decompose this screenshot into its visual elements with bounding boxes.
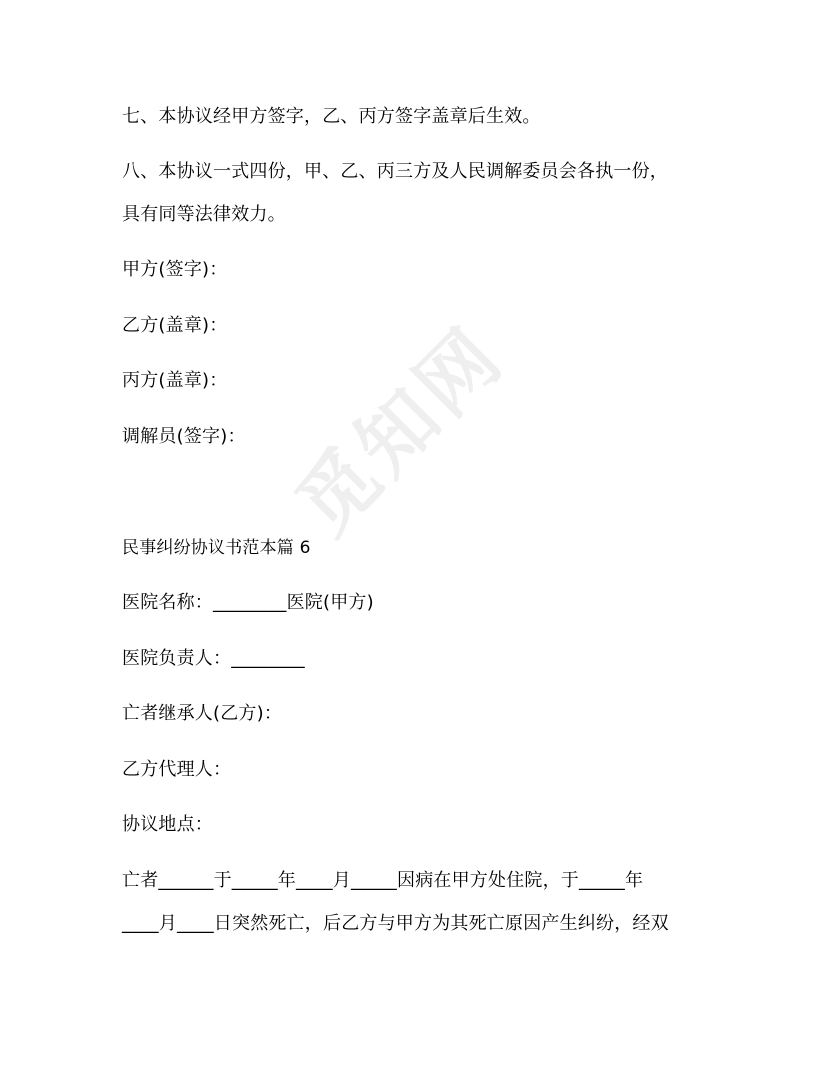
clause-eight: 八、本协议一式四份，甲、乙、丙三方及人民调解委员会各执一份， — [122, 161, 668, 182]
party-c-seal: 丙方(盖章)： — [122, 370, 228, 391]
party-a-signature: 甲方(签字)： — [122, 259, 228, 280]
mediator-signature: 调解员(签字)： — [122, 426, 246, 447]
clause-seven: 七、本协议经甲方签字，乙、丙方签字盖章后生效。 — [122, 106, 541, 127]
case-description-line-2: ____月____日突然死亡，后乙方与甲方为其死亡原因产生纠纷，经双 — [122, 913, 669, 934]
deceased-heir: 亡者继承人(乙方)： — [122, 703, 283, 724]
hospital-director: 医院负责人：________ — [122, 648, 305, 669]
hospital-name: 医院名称：________医院(甲方) — [122, 592, 374, 613]
agreement-location: 协议地点： — [122, 814, 213, 835]
clause-eight-continued: 具有同等法律效力。 — [122, 204, 286, 225]
case-description-line-1: 亡者______于_____年____月_____因病在甲方处住院，于_____年 — [122, 870, 644, 891]
section-title: 民事纠纷协议书范本篇 6 — [122, 538, 311, 558]
party-b-seal: 乙方(盖章)： — [122, 315, 228, 336]
watermark: 觅知网 — [280, 310, 522, 552]
party-b-agent: 乙方代理人： — [122, 759, 232, 780]
